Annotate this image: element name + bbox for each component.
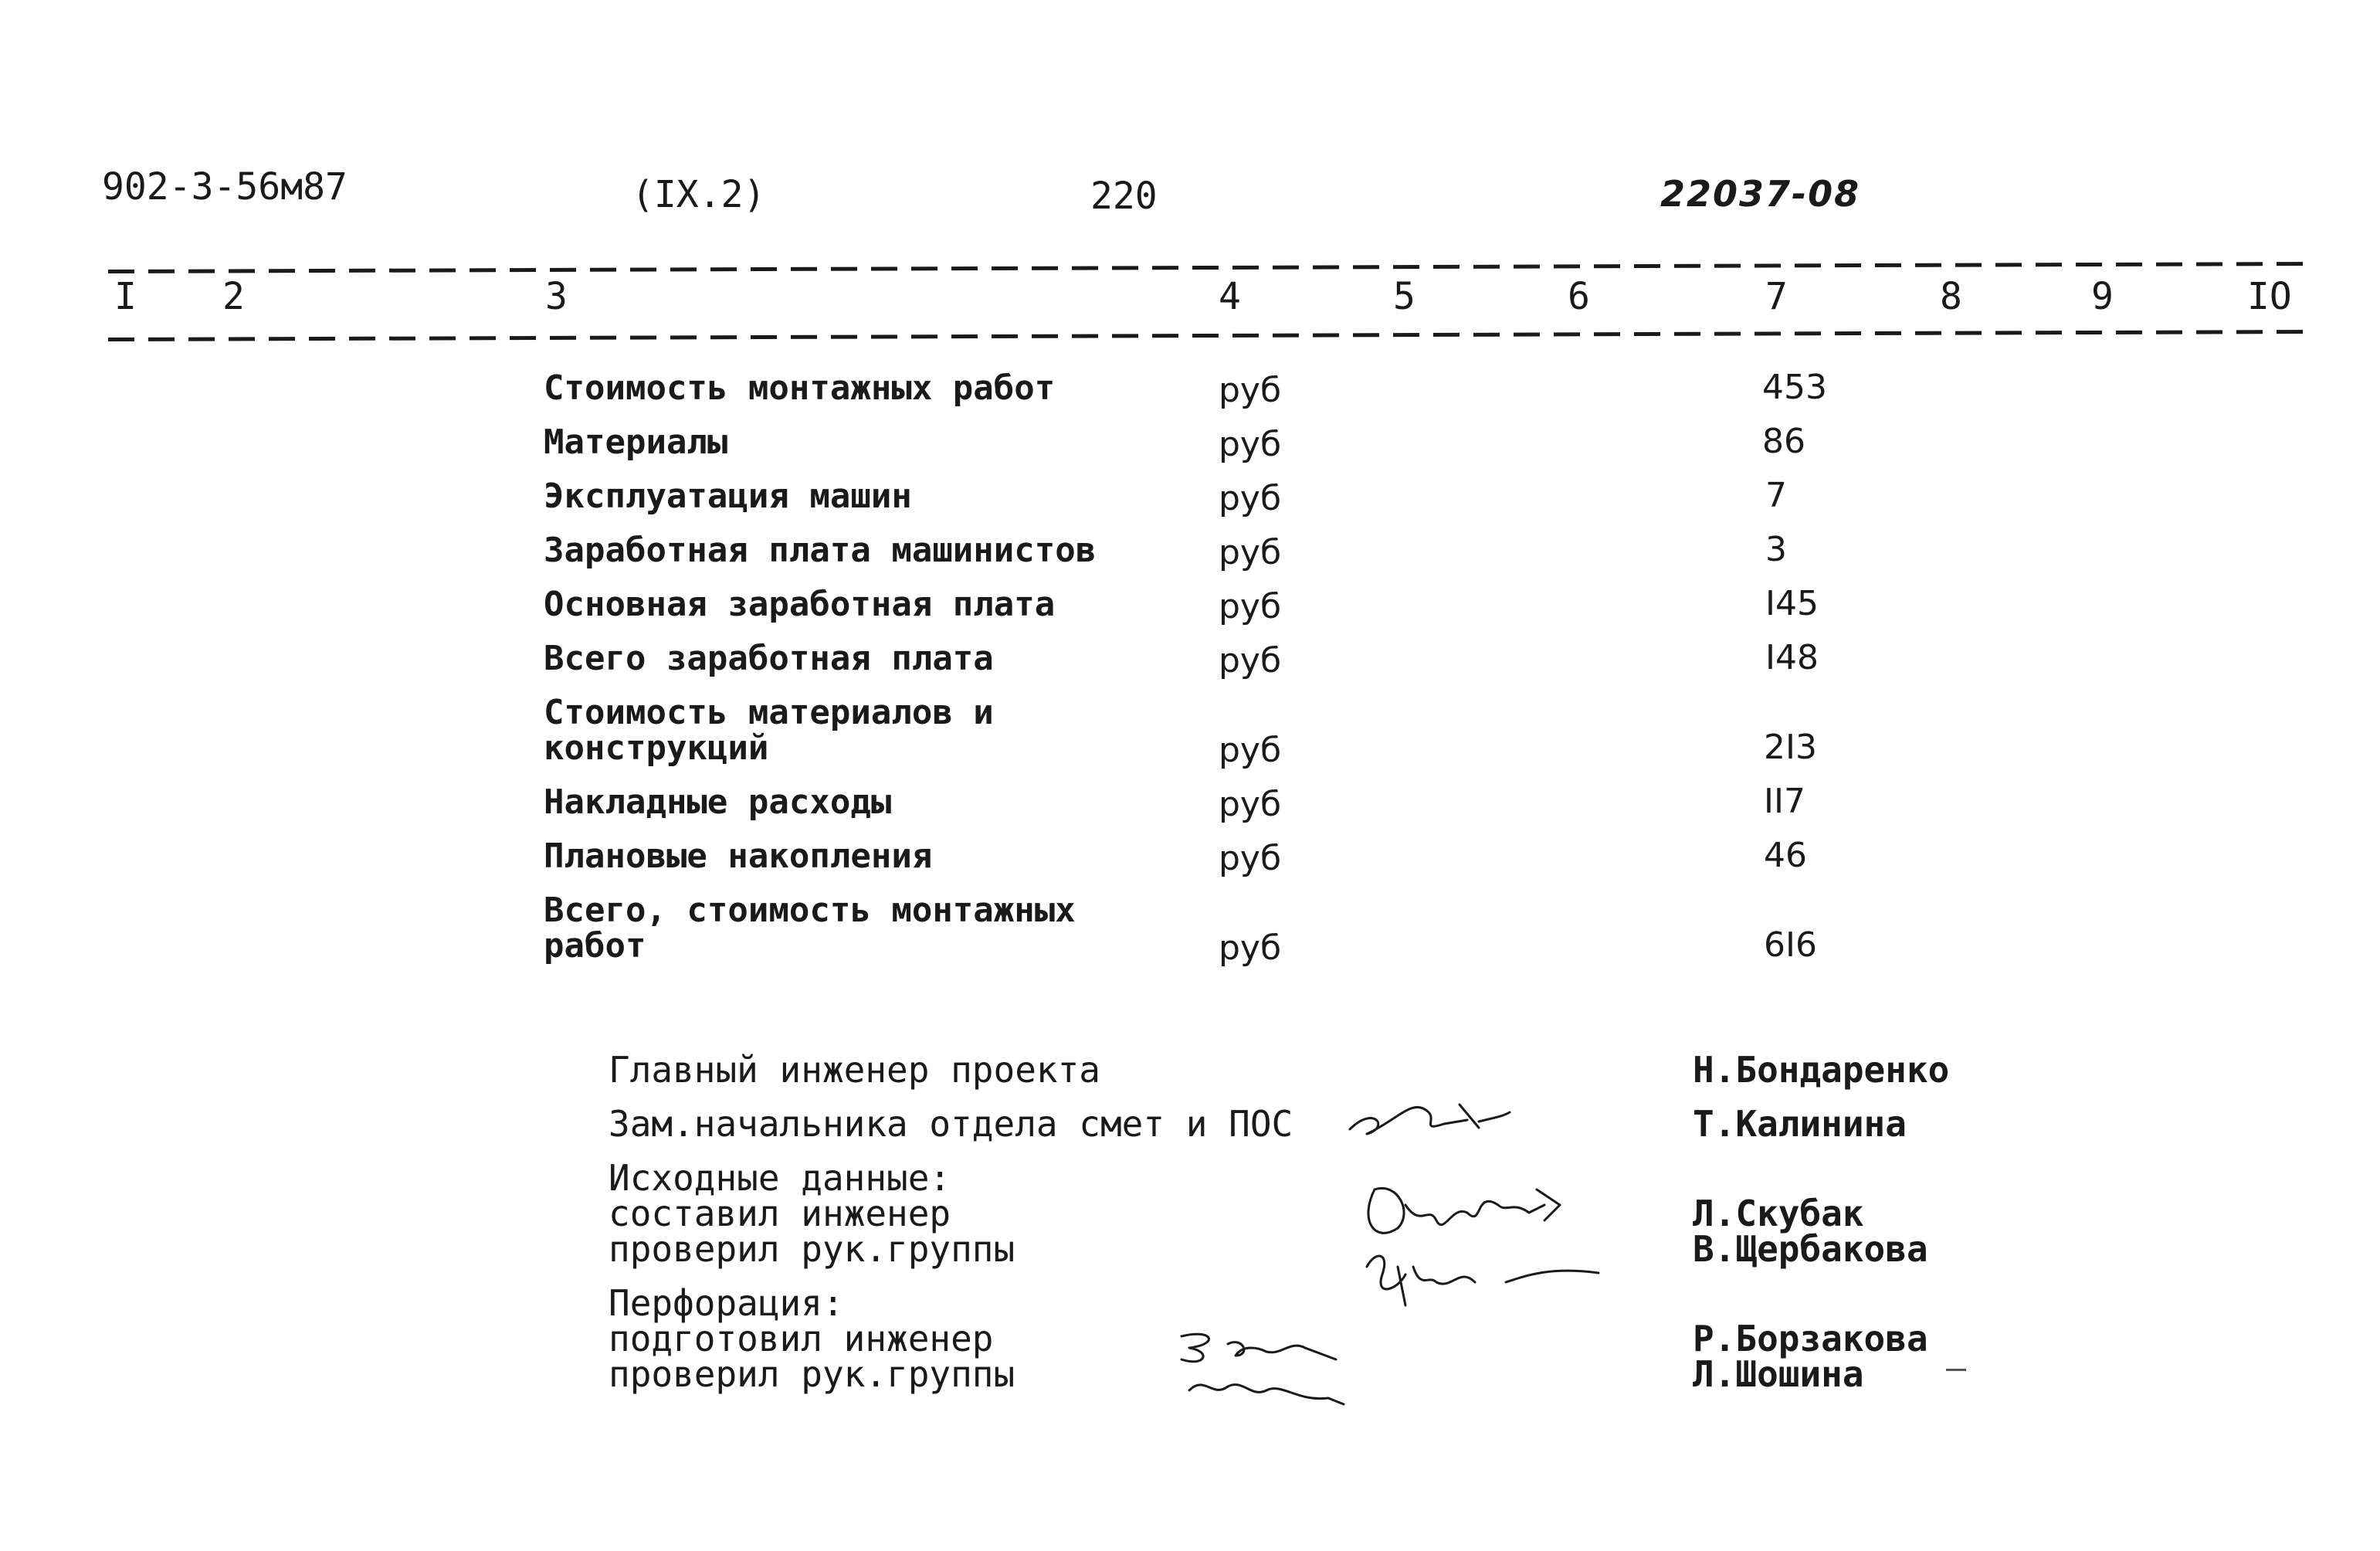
table-row-unit: руб xyxy=(1219,587,1282,626)
table-row-unit: руб xyxy=(1219,839,1282,878)
column-number-10: IO xyxy=(2247,275,2292,318)
table-row-value: 6I6 xyxy=(1764,925,1817,965)
table-row-label-line1: Стоимость материалов и xyxy=(544,693,994,732)
top-dashed-rule xyxy=(108,262,2309,273)
bottom-dashed-rule xyxy=(108,330,2309,341)
table-row-value: I48 xyxy=(1765,638,1819,677)
column-number-2: 2 xyxy=(222,275,245,318)
table-row-label-line2: конструкций xyxy=(544,728,769,768)
table-row-label: Материалы xyxy=(544,423,728,462)
preparer-signature xyxy=(1166,1313,1359,1414)
compiler-signature xyxy=(1351,1159,1606,1313)
column-number-8: 8 xyxy=(1940,275,1962,318)
column-number-9: 9 xyxy=(2091,275,2114,318)
prepared-by-name: Р.Борзакова xyxy=(1693,1318,1928,1359)
page-number: 220 xyxy=(1090,175,1158,218)
compiled-by-name: Л.Скубак xyxy=(1693,1193,1864,1234)
table-row-label: Заработная плата машинистов xyxy=(544,531,1097,570)
deputy-head-name: Т.Калинина xyxy=(1693,1103,1907,1145)
checked-by-name: В.Щербакова xyxy=(1693,1228,1928,1270)
table-row-label: Плановые накопления xyxy=(544,837,933,876)
column-number-7: 7 xyxy=(1765,275,1788,318)
table-row-value: 453 xyxy=(1762,368,1827,407)
table-row-label: Всего заработная плата xyxy=(544,639,994,678)
table-row-value: 2I3 xyxy=(1764,728,1817,767)
deputy-signature xyxy=(1344,1074,1514,1151)
table-row-unit: руб xyxy=(1219,533,1282,572)
table-row-unit: руб xyxy=(1219,785,1282,824)
stray-mark xyxy=(1946,1369,1966,1371)
section-number: (IX.2) xyxy=(632,173,766,216)
table-row-unit: руб xyxy=(1219,479,1282,518)
chief-engineer-name: Н.Бондаренко xyxy=(1693,1049,1950,1091)
column-number-4: 4 xyxy=(1219,275,1241,318)
table-row-value: II7 xyxy=(1764,782,1805,821)
table-row-value: 46 xyxy=(1764,836,1807,875)
perf-checked-by-name: Л.Шошина xyxy=(1693,1353,1864,1395)
column-number-1: I xyxy=(114,275,137,318)
table-row-unit: руб xyxy=(1219,928,1282,968)
table-row-value: I45 xyxy=(1765,584,1819,623)
table-row-value: 7 xyxy=(1765,476,1787,515)
source-data-heading: Исходные данные: xyxy=(609,1157,951,1199)
compiled-by-label: составил инженер xyxy=(609,1193,951,1234)
table-row-label-line1: Всего, стоимость монтажных xyxy=(544,891,1076,930)
perforation-heading: Перфорация: xyxy=(609,1282,844,1324)
table-row-label-line2: работ xyxy=(544,926,646,966)
table-row-label: Накладные расходы xyxy=(544,782,892,822)
column-number-5: 5 xyxy=(1393,275,1415,318)
perf-checked-by-label: проверил рук.группы xyxy=(609,1353,1015,1395)
deputy-head-label: Зам.начальника отдела смет и ПОС xyxy=(609,1103,1293,1145)
table-row-value: 86 xyxy=(1762,422,1805,461)
table-row-value: 3 xyxy=(1765,530,1787,569)
table-row-label: Основная заработная плата xyxy=(544,585,1056,624)
table-row-unit: руб xyxy=(1219,731,1282,770)
table-row-unit: руб xyxy=(1219,641,1282,680)
checked-by-label: проверил рук.группы xyxy=(609,1228,1015,1270)
document-code: 902-3-56м87 xyxy=(102,165,348,209)
table-row-label: Эксплуатация машин xyxy=(544,477,912,516)
chief-engineer-label: Главный инженер проекта xyxy=(609,1049,1100,1091)
table-row-unit: руб xyxy=(1219,371,1282,410)
column-number-3: 3 xyxy=(545,275,568,318)
table-row-label: Стоимость монтажных работ xyxy=(544,368,1056,408)
column-number-6: 6 xyxy=(1568,275,1590,318)
table-row-unit: руб xyxy=(1219,425,1282,464)
sheet-code: 22037-08 xyxy=(1660,173,1861,215)
prepared-by-label: подготовил инженер xyxy=(609,1318,994,1359)
